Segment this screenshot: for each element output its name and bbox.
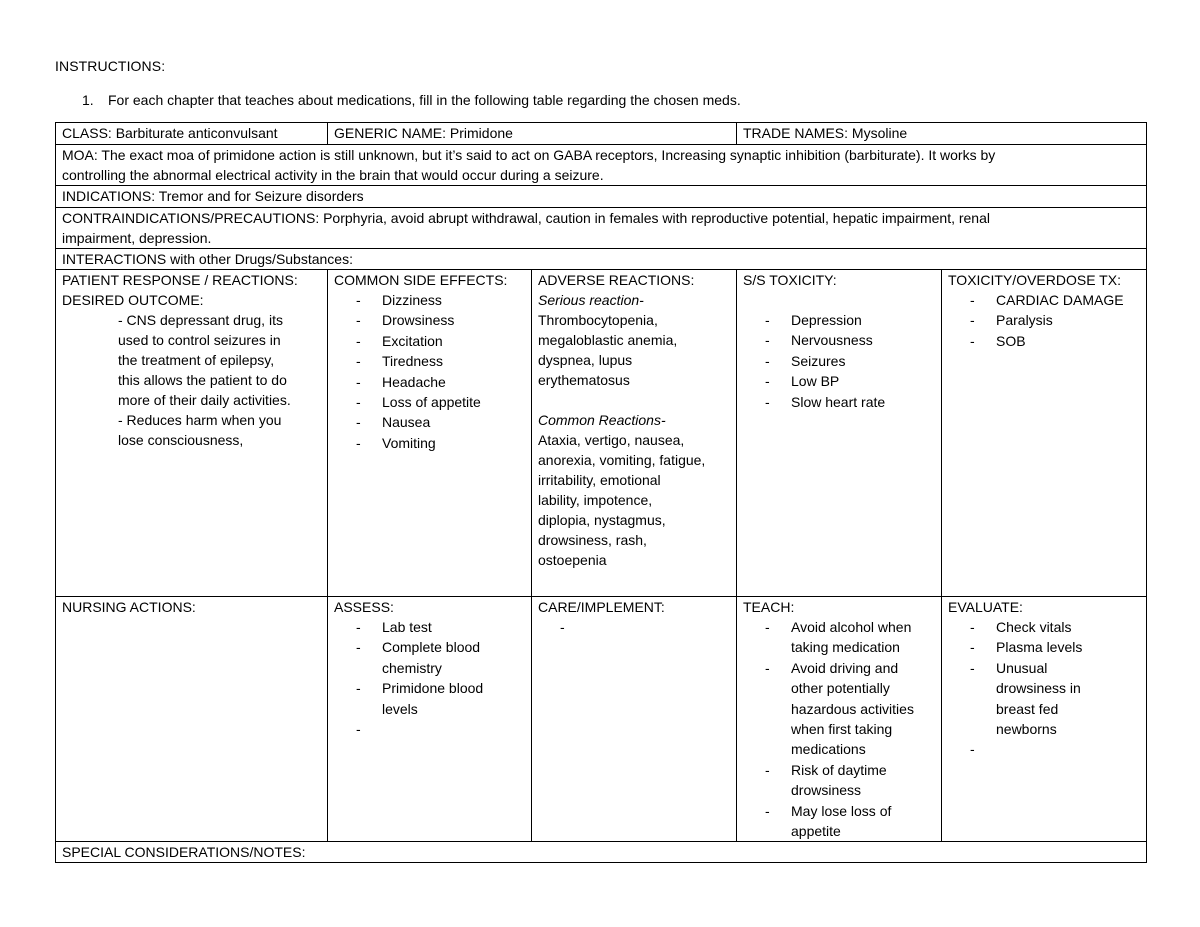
list-item: when first taking xyxy=(791,721,893,738)
nursing-actions-cell xyxy=(56,597,328,842)
list-item: medications xyxy=(791,741,866,758)
list-item: - Unusual xyxy=(970,659,1048,676)
special-considerations-cell: SPECIAL CONSIDERATIONS/NOTES: xyxy=(56,842,1147,863)
desired-outcome-heading: DESIRED OUTCOME: xyxy=(62,292,204,308)
generic-name-cell: GENERIC NAME: Primidone xyxy=(328,123,737,145)
assess-cell xyxy=(328,597,532,842)
list-item: - Risk of daytime xyxy=(765,761,887,778)
nursing-heading: NURSING ACTIONS: xyxy=(62,599,196,615)
list-item: - Plasma levels xyxy=(970,639,1083,656)
medication-table xyxy=(55,122,1147,863)
side-effects-heading: COMMON SIDE EFFECTS: xyxy=(334,272,508,288)
overdose-list xyxy=(942,290,1146,351)
adverse-line: drowsiness, rash, xyxy=(538,532,647,548)
evaluate-cell xyxy=(942,597,1147,842)
adverse-reactions-cell xyxy=(532,270,737,597)
teach-cell xyxy=(737,597,942,842)
desired-outcome-lines xyxy=(56,310,327,450)
moa-cell: MOA: The exact moa of primidone action is still unknown, but it’s said to act on GABA receptors, Increasing synaptic inhibition (barbiturate). It works by controlling the abnormal electrical activity in the brain that would occur during a seizure. xyxy=(56,145,1147,186)
list-item: newborns xyxy=(996,721,1057,738)
special-row xyxy=(56,842,1147,863)
adverse-line: diplopia, nystagmus, xyxy=(538,512,666,528)
side-effects-list xyxy=(328,290,531,453)
list-item: - Drowsiness xyxy=(356,312,455,329)
adverse-line: dyspnea, lupus xyxy=(538,352,633,368)
instructions-title: INSTRUCTIONS: xyxy=(55,58,166,74)
evaluate-heading: EVALUATE: xyxy=(948,599,1023,615)
adverse-line: irritability, emotional xyxy=(538,472,661,488)
assess-heading: ASSESS: xyxy=(334,599,394,615)
teach-list xyxy=(737,617,941,841)
assess-list: - Lab test - Complete blood chemistry - Primidone blood levels - xyxy=(328,617,531,719)
list-item: hazardous activities xyxy=(791,700,914,717)
outcome-line: lose consciousness, xyxy=(118,432,244,448)
adverse-line: ostoepenia xyxy=(538,552,607,568)
list-item: - Tiredness xyxy=(356,353,443,370)
teach-heading: TEACH: xyxy=(743,599,795,615)
toxicity-list xyxy=(737,310,941,412)
outcome-line: used to control seizures in xyxy=(118,332,281,348)
list-item: other potentially xyxy=(791,680,890,697)
side-effects-cell xyxy=(328,270,532,597)
instruction-number: 1. xyxy=(82,92,94,108)
list-item: - Primidone blood xyxy=(356,680,484,697)
list-item: - Seizures xyxy=(765,352,846,369)
list-item: - May lose loss of xyxy=(765,802,892,819)
list-item: - Excitation xyxy=(356,332,443,349)
care-heading: CARE/IMPLEMENT: xyxy=(538,599,665,615)
contraindications-cell: CONTRAINDICATIONS/PRECAUTIONS: Porphyria, avoid abrupt withdrawal, caution in females with reproductive potential, hepatic impairment, renal impairment, depression. xyxy=(56,208,1147,249)
list-item: drowsiness xyxy=(791,782,862,799)
list-item: - Nervousness xyxy=(765,332,873,349)
list-item: - Depression xyxy=(765,312,862,328)
list-item: - Check vitals xyxy=(970,619,1072,635)
overdose-cell xyxy=(942,270,1147,597)
evaluate-list: - Check vitals - Plasma levels - Unusual drowsiness in breast fed newborns - xyxy=(942,617,1146,739)
list-item: - Vomiting xyxy=(356,434,436,451)
outcome-line: the treatment of epilepsy, xyxy=(118,352,275,368)
indications-cell: INDICATIONS: Tremor and for Seizure disorders xyxy=(56,186,1147,208)
adverse-line: megaloblastic anemia, xyxy=(538,332,678,348)
nursing-row xyxy=(56,597,1147,842)
outcome-line: - CNS depressant drug, its xyxy=(118,312,283,328)
list-item: taking medication xyxy=(791,639,900,656)
outcome-line: - Reduces harm when you xyxy=(118,412,282,428)
common-reactions-label: Common Reactions- xyxy=(538,412,666,428)
outcome-line: more of their daily activities. xyxy=(118,392,291,408)
reactions-row xyxy=(56,270,1147,597)
list-item: - Dizziness xyxy=(356,292,442,308)
list-item: breast fed xyxy=(996,700,1059,717)
adverse-line: Ataxia, vertigo, nausea, xyxy=(538,432,685,448)
list-item: appetite xyxy=(791,823,841,840)
contraindications-row xyxy=(56,208,1147,249)
adverse-line: lability, impotence, xyxy=(538,492,653,508)
adverse-line: anorexia, vomiting, fatigue, xyxy=(538,452,706,468)
list-item: - SOB xyxy=(970,332,1026,349)
list-item: - Avoid alcohol when xyxy=(765,619,912,635)
list-item: chemistry xyxy=(382,659,442,676)
list-item: drowsiness in xyxy=(996,680,1081,697)
adverse-line: Thrombocytopenia, xyxy=(538,312,658,328)
serious-reaction-label: Serious reaction- xyxy=(538,292,644,308)
list-item: - Loss of appetite xyxy=(356,394,481,411)
patient-response-heading: PATIENT RESPONSE / REACTIONS: xyxy=(62,272,298,288)
list-item: - Low BP xyxy=(765,373,840,390)
moa-row xyxy=(56,145,1147,186)
indications-row xyxy=(56,186,1147,208)
interactions-row xyxy=(56,249,1147,270)
patient-response-cell xyxy=(56,270,328,597)
toxicity-heading: S/S TOXICITY: xyxy=(743,272,837,288)
instruction-text: For each chapter that teaches about medications, fill in the following table regarding the chosen meds. xyxy=(108,92,741,108)
list-item: - Lab test xyxy=(356,619,432,635)
trade-names-cell: TRADE NAMES: Mysoline xyxy=(737,123,1147,145)
interactions-cell: INTERACTIONS with other Drugs/Substances: xyxy=(56,249,1147,270)
adverse-heading: ADVERSE REACTIONS: xyxy=(538,272,695,288)
list-item: - Paralysis xyxy=(970,312,1053,329)
list-item: - Nausea xyxy=(356,414,431,431)
adverse-line: erythematosus xyxy=(538,372,630,388)
list-item: - CARDIAC DAMAGE xyxy=(970,292,1124,308)
instruction-item xyxy=(82,92,741,108)
class-cell: CLASS: Barbiturate anticonvulsant xyxy=(56,123,328,145)
list-item: - Headache xyxy=(356,373,446,390)
care-implement-cell: CARE/IMPLEMENT: - xyxy=(532,597,737,842)
list-item: levels xyxy=(382,700,418,717)
list-item: - Slow heart rate xyxy=(765,393,886,410)
outcome-line: this allows the patient to do xyxy=(118,372,287,388)
list-item: - Avoid driving and xyxy=(765,659,899,676)
overdose-heading: TOXICITY/OVERDOSE TX: xyxy=(948,272,1121,288)
list-item: - Complete blood xyxy=(356,639,481,656)
toxicity-cell xyxy=(737,270,942,597)
header-row xyxy=(56,123,1147,145)
